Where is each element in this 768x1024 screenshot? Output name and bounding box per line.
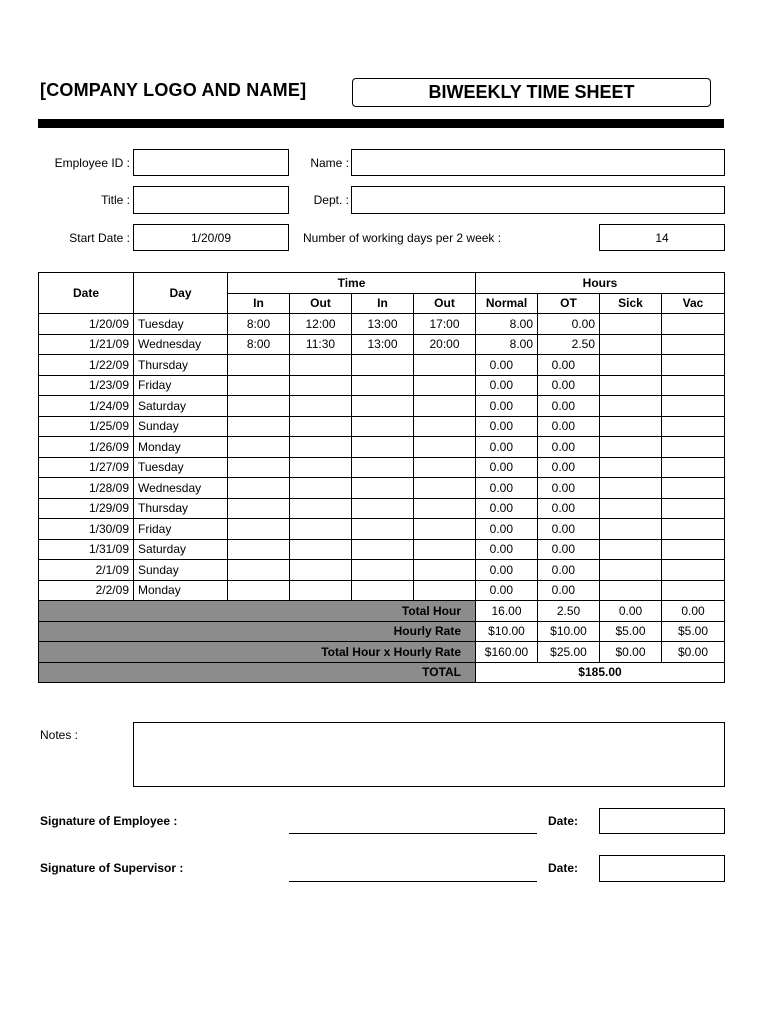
cell-vac[interactable] (662, 355, 725, 376)
header-time: Time (228, 273, 476, 294)
cell-day: Friday (134, 375, 228, 396)
cell-in2[interactable] (352, 539, 414, 560)
cell-out2[interactable] (414, 519, 476, 540)
header-normal: Normal (476, 293, 538, 314)
working-days-field[interactable]: 14 (599, 224, 725, 251)
supervisor-date-label: Date: (548, 861, 579, 875)
cell-vac[interactable] (662, 560, 725, 581)
cell-in2[interactable] (352, 560, 414, 581)
cell-in2[interactable] (352, 478, 414, 499)
cell-sick[interactable] (600, 498, 662, 519)
cell-in1[interactable] (228, 580, 290, 601)
table-row (39, 539, 725, 560)
company-name: [COMPANY LOGO AND NAME] (40, 80, 307, 100)
cell-out1[interactable]: 11:30 (290, 334, 352, 355)
cell-normal: 0.00 (476, 355, 538, 376)
cell-ot: 0.00 (538, 314, 600, 335)
cell-ot: 0.00 (538, 416, 600, 437)
employee-id-label: Employee ID : (54, 156, 130, 170)
table-row (39, 478, 725, 499)
total-hour-label: Total Hour (39, 601, 476, 622)
total-x-rate-ot: $25.00 (538, 642, 600, 663)
cell-out2[interactable] (414, 396, 476, 417)
total-x-rate-vac: $0.00 (662, 642, 725, 663)
cell-ot: 0.00 (538, 437, 600, 458)
cell-out1[interactable] (290, 355, 352, 376)
cell-out2[interactable] (414, 457, 476, 478)
name-label: Name : (310, 156, 349, 170)
cell-day: Monday (134, 437, 228, 458)
cell-normal: 0.00 (476, 478, 538, 499)
total-x-rate-sick: $0.00 (600, 642, 662, 663)
header-day: Day (134, 273, 228, 314)
table-row (39, 560, 725, 581)
cell-out1[interactable] (290, 457, 352, 478)
cell-day: Friday (134, 519, 228, 540)
cell-date: 1/24/09 (39, 396, 134, 417)
total-hour-ot: 2.50 (538, 601, 600, 622)
cell-out2[interactable] (414, 478, 476, 499)
table-row (39, 334, 725, 355)
cell-normal: 0.00 (476, 416, 538, 437)
cell-in1[interactable] (228, 457, 290, 478)
cell-day: Saturday (134, 539, 228, 560)
cell-sick[interactable] (600, 314, 662, 335)
table-row (39, 437, 725, 458)
cell-day: Sunday (134, 416, 228, 437)
employee-date-field[interactable] (599, 808, 725, 834)
cell-ot: 0.00 (538, 580, 600, 601)
cell-ot: 0.00 (538, 375, 600, 396)
cell-out1[interactable] (290, 396, 352, 417)
cell-normal: 8.00 (476, 314, 538, 335)
cell-ot: 0.00 (538, 355, 600, 376)
cell-in1[interactable] (228, 498, 290, 519)
cell-vac[interactable] (662, 478, 725, 499)
table-row (39, 519, 725, 540)
cell-normal: 0.00 (476, 560, 538, 581)
dept-field[interactable] (351, 186, 725, 214)
cell-normal: 8.00 (476, 334, 538, 355)
header-ot: OT (538, 293, 600, 314)
cell-in2[interactable] (352, 457, 414, 478)
cell-date: 1/23/09 (39, 375, 134, 396)
table-row (39, 355, 725, 376)
cell-in1[interactable]: 8:00 (228, 314, 290, 335)
cell-in2[interactable] (352, 355, 414, 376)
cell-in2[interactable] (352, 375, 414, 396)
cell-date: 2/2/09 (39, 580, 134, 601)
cell-in1[interactable] (228, 375, 290, 396)
cell-date: 1/22/09 (39, 355, 134, 376)
cell-ot: 0.00 (538, 457, 600, 478)
cell-vac[interactable] (662, 334, 725, 355)
cell-vac[interactable] (662, 396, 725, 417)
cell-in2[interactable] (352, 396, 414, 417)
cell-date: 1/28/09 (39, 478, 134, 499)
cell-out2[interactable] (414, 416, 476, 437)
cell-in1[interactable] (228, 478, 290, 499)
cell-vac[interactable] (662, 375, 725, 396)
cell-in1[interactable] (228, 416, 290, 437)
supervisor-signature-label: Signature of Supervisor : (40, 861, 184, 875)
cell-out1[interactable] (290, 416, 352, 437)
cell-day: Saturday (134, 396, 228, 417)
cell-in2[interactable]: 13:00 (352, 314, 414, 335)
cell-date: 1/29/09 (39, 498, 134, 519)
cell-day: Tuesday (134, 457, 228, 478)
title-label: Title : (101, 193, 130, 207)
cell-out1[interactable] (290, 560, 352, 581)
cell-out2[interactable]: 17:00 (414, 314, 476, 335)
table-row (39, 314, 725, 335)
cell-date: 1/26/09 (39, 437, 134, 458)
table-row (39, 375, 725, 396)
supervisor-date-field[interactable] (599, 855, 725, 882)
header-in-1: In (228, 293, 290, 314)
hourly-rate-ot: $10.00 (538, 621, 600, 642)
cell-date: 1/21/09 (39, 334, 134, 355)
cell-vac[interactable] (662, 519, 725, 540)
cell-date: 1/31/09 (39, 539, 134, 560)
cell-normal: 0.00 (476, 519, 538, 540)
header-out-2: Out (414, 293, 476, 314)
cell-sick[interactable] (600, 478, 662, 499)
cell-out1[interactable] (290, 519, 352, 540)
cell-date: 1/20/09 (39, 314, 134, 335)
timesheet-table (38, 272, 725, 683)
name-field[interactable] (351, 149, 725, 176)
cell-in1[interactable] (228, 539, 290, 560)
cell-day: Monday (134, 580, 228, 601)
supervisor-signature-line[interactable] (289, 881, 537, 882)
header-rule (38, 119, 724, 128)
working-days-label: Number of working days per 2 week : (303, 231, 502, 245)
cell-normal: 0.00 (476, 437, 538, 458)
cell-out2[interactable] (414, 539, 476, 560)
header-vac: Vac (662, 293, 725, 314)
total-hour-vac: 0.00 (662, 601, 725, 622)
cell-out2[interactable] (414, 580, 476, 601)
cell-normal: 0.00 (476, 396, 538, 417)
cell-normal: 0.00 (476, 498, 538, 519)
cell-sick[interactable] (600, 560, 662, 581)
start-date-field[interactable]: 1/20/09 (133, 224, 289, 251)
cell-sick[interactable] (600, 396, 662, 417)
header-hours: Hours (476, 273, 725, 294)
total-hour-sick: 0.00 (600, 601, 662, 622)
cell-normal: 0.00 (476, 580, 538, 601)
cell-vac[interactable] (662, 457, 725, 478)
cell-in2[interactable] (352, 519, 414, 540)
cell-vac[interactable] (662, 314, 725, 335)
cell-sick[interactable] (600, 519, 662, 540)
cell-out2[interactable] (414, 437, 476, 458)
cell-out1[interactable] (290, 498, 352, 519)
cell-in2[interactable] (352, 437, 414, 458)
cell-in1[interactable] (228, 437, 290, 458)
cell-date: 1/25/09 (39, 416, 134, 437)
cell-out2[interactable] (414, 355, 476, 376)
employee-date-label: Date: (548, 814, 579, 828)
table-row (39, 498, 725, 519)
cell-in2[interactable]: 13:00 (352, 334, 414, 355)
hourly-rate-normal: $10.00 (476, 621, 538, 642)
hourly-rate-vac: $5.00 (662, 621, 725, 642)
hourly-rate-label: Hourly Rate (39, 621, 476, 642)
cell-day: Tuesday (134, 314, 228, 335)
title-field[interactable] (133, 186, 289, 214)
table-row (39, 457, 725, 478)
cell-normal: 0.00 (476, 457, 538, 478)
cell-out2[interactable] (414, 498, 476, 519)
cell-sick[interactable] (600, 355, 662, 376)
notes-label: Notes : (40, 728, 79, 742)
dept-label: Dept. : (313, 193, 349, 207)
total-hour-normal: 16.00 (476, 601, 538, 622)
hourly-rate-sick: $5.00 (600, 621, 662, 642)
header-sick: Sick (600, 293, 662, 314)
cell-day: Thursday (134, 498, 228, 519)
cell-out2[interactable] (414, 560, 476, 581)
cell-day: Wednesday (134, 334, 228, 355)
cell-date: 1/30/09 (39, 519, 134, 540)
cell-in2[interactable] (352, 580, 414, 601)
cell-ot: 2.50 (538, 334, 600, 355)
cell-ot: 0.00 (538, 396, 600, 417)
sheet-title: BIWEEKLY TIME SHEET (352, 78, 711, 107)
cell-vac[interactable] (662, 416, 725, 437)
total-x-rate-label: Total Hour x Hourly Rate (39, 642, 476, 663)
header-in-2: In (352, 293, 414, 314)
cell-sick[interactable] (600, 334, 662, 355)
cell-out1[interactable] (290, 478, 352, 499)
cell-ot: 0.00 (538, 498, 600, 519)
cell-vac[interactable] (662, 498, 725, 519)
cell-normal: 0.00 (476, 539, 538, 560)
cell-sick[interactable] (600, 437, 662, 458)
cell-out1[interactable] (290, 437, 352, 458)
cell-vac[interactable] (662, 437, 725, 458)
cell-date: 1/27/09 (39, 457, 134, 478)
cell-out2[interactable]: 20:00 (414, 334, 476, 355)
cell-in2[interactable] (352, 416, 414, 437)
cell-sick[interactable] (600, 375, 662, 396)
cell-sick[interactable] (600, 457, 662, 478)
grand-total-value: $185.00 (476, 662, 725, 683)
start-date-label: Start Date : (69, 231, 130, 245)
total-x-rate-normal: $160.00 (476, 642, 538, 663)
cell-vac[interactable] (662, 539, 725, 560)
cell-ot: 0.00 (538, 539, 600, 560)
cell-sick[interactable] (600, 539, 662, 560)
cell-ot: 0.00 (538, 560, 600, 581)
cell-day: Sunday (134, 560, 228, 581)
cell-normal: 0.00 (476, 375, 538, 396)
header-date: Date (39, 273, 134, 314)
cell-in1[interactable] (228, 519, 290, 540)
notes-field[interactable] (133, 722, 725, 787)
employee-signature-label: Signature of Employee : (40, 814, 178, 828)
cell-sick[interactable] (600, 416, 662, 437)
cell-out1[interactable] (290, 539, 352, 560)
table-row (39, 580, 725, 601)
cell-date: 2/1/09 (39, 560, 134, 581)
cell-out2[interactable] (414, 375, 476, 396)
table-row (39, 396, 725, 417)
cell-in1[interactable]: 8:00 (228, 334, 290, 355)
cell-out1[interactable] (290, 580, 352, 601)
cell-sick[interactable] (600, 580, 662, 601)
cell-ot: 0.00 (538, 519, 600, 540)
cell-vac[interactable] (662, 580, 725, 601)
cell-out1[interactable] (290, 375, 352, 396)
cell-in1[interactable] (228, 355, 290, 376)
cell-in1[interactable] (228, 396, 290, 417)
table-row (39, 416, 725, 437)
cell-in2[interactable] (352, 498, 414, 519)
cell-day: Thursday (134, 355, 228, 376)
employee-signature-line[interactable] (289, 833, 537, 834)
header-out-1: Out (290, 293, 352, 314)
cell-ot: 0.00 (538, 478, 600, 499)
grand-total-label: TOTAL (39, 662, 476, 683)
cell-in1[interactable] (228, 560, 290, 581)
employee-id-field[interactable] (133, 149, 289, 176)
cell-out1[interactable]: 12:00 (290, 314, 352, 335)
cell-day: Wednesday (134, 478, 228, 499)
